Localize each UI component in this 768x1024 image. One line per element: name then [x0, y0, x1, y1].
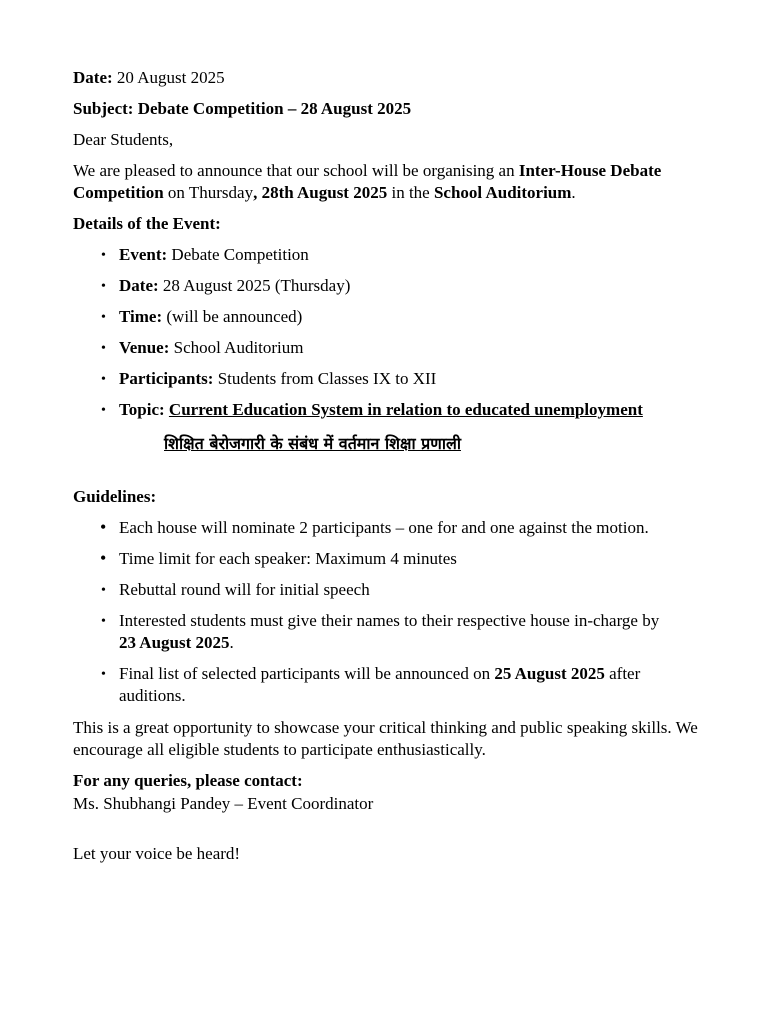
- topic-value: Current Education System in relation to educated unemployment: [168, 400, 643, 419]
- bullet-icon: •: [101, 583, 106, 598]
- guideline-item: Rebuttal round will for initial speech: [119, 580, 370, 599]
- guideline-item: Each house will nominate 2 participants – one for and one against the motion.: [119, 518, 649, 537]
- bullet-icon: •: [101, 248, 106, 263]
- detail-label: Topic:: [119, 400, 165, 419]
- subject-line: [73, 98, 723, 120]
- detail-item-topic: [119, 399, 719, 421]
- contact-heading-text: For any queries, please contact:: [73, 771, 303, 790]
- detail-item-date: [119, 275, 719, 297]
- intro-text-2: on Thursday: [163, 183, 254, 202]
- detail-label: Participants:: [119, 369, 214, 388]
- bullet-icon: •: [101, 310, 106, 325]
- signoff: Let your voice be heard!: [73, 844, 241, 863]
- intro-paragraph-line1: [73, 160, 723, 182]
- intro-paragraph-line2: [73, 182, 723, 204]
- guideline-item-cont: [119, 632, 719, 654]
- contact-heading: [73, 770, 723, 792]
- detail-item-venue: [119, 337, 719, 359]
- detail-item-participants: [119, 368, 719, 390]
- closing-paragraph: This is a great opportunity to showcase your critical thinking and public speaking skills. We encourage all eligible students to participate enthusiastically.: [73, 718, 698, 759]
- guideline-bold: 25 August 2025: [494, 664, 605, 683]
- intro-bold-1: Inter-House Debate: [518, 161, 662, 180]
- detail-item-event: [119, 244, 719, 266]
- bullet-icon: •: [100, 548, 107, 568]
- detail-label: Venue:: [119, 338, 170, 357]
- guideline-item: Time limit for each speaker: Maximum 4 minutes: [119, 549, 457, 568]
- date-line: [73, 67, 723, 89]
- detail-value: Debate Competition: [167, 245, 309, 264]
- guideline-item: [119, 663, 689, 707]
- intro-text-1: We are pleased to announce that our school will be organising an: [73, 161, 519, 180]
- detail-value: (will be announced): [162, 307, 303, 326]
- guidelines-heading-text: Guidelines:: [73, 487, 157, 506]
- guidelines-heading: [73, 486, 723, 508]
- salutation: Dear Students,: [73, 130, 174, 149]
- bullet-icon: •: [101, 372, 106, 387]
- guideline-bold: 23 August 2025: [119, 633, 230, 652]
- intro-text-3: in the: [387, 183, 434, 202]
- subject-text: Subject: Debate Competition – 28 August 2025: [73, 99, 412, 118]
- detail-label: Date:: [119, 276, 159, 295]
- detail-label: Time:: [119, 307, 163, 326]
- bullet-icon: •: [101, 403, 106, 418]
- detail-value: 28 August 2025 (Thursday): [158, 276, 351, 295]
- detail-item-time: [119, 306, 719, 328]
- guideline-end: after auditions.: [119, 664, 641, 705]
- guideline-end: .: [229, 633, 234, 652]
- intro-bold-4: School Auditorium: [433, 183, 572, 202]
- details-heading: [73, 213, 723, 235]
- detail-label: Event:: [119, 245, 168, 264]
- intro-text-4: .: [571, 183, 576, 202]
- guideline-text: Final list of selected participants will be announced on: [119, 664, 495, 683]
- guideline-text: Interested students must give their names to their respective house in-charge by: [119, 611, 660, 630]
- intro-bold-3: , 28th August 2025: [253, 183, 388, 202]
- details-heading-text: Details of the Event:: [73, 214, 221, 233]
- date-value: 20 August 2025: [116, 68, 225, 87]
- detail-value: School Auditorium: [169, 338, 304, 357]
- guideline-item: [119, 610, 719, 632]
- bullet-icon: •: [101, 341, 106, 356]
- contact-line: Ms. Shubhangi Pandey – Event Coordinator: [73, 794, 374, 813]
- topic-hindi: शिक्षित बेरोजगारी के संबंध में वर्तमान शिक्षा प्रणाली: [164, 434, 461, 453]
- bullet-icon: •: [101, 614, 106, 629]
- bullet-icon: •: [101, 279, 106, 294]
- detail-value: Students from Classes IX to XII: [213, 369, 437, 388]
- intro-bold-2: Competition: [73, 183, 164, 202]
- bullet-icon: •: [100, 517, 107, 537]
- bullet-icon: •: [101, 667, 106, 682]
- date-label: Date:: [73, 68, 113, 87]
